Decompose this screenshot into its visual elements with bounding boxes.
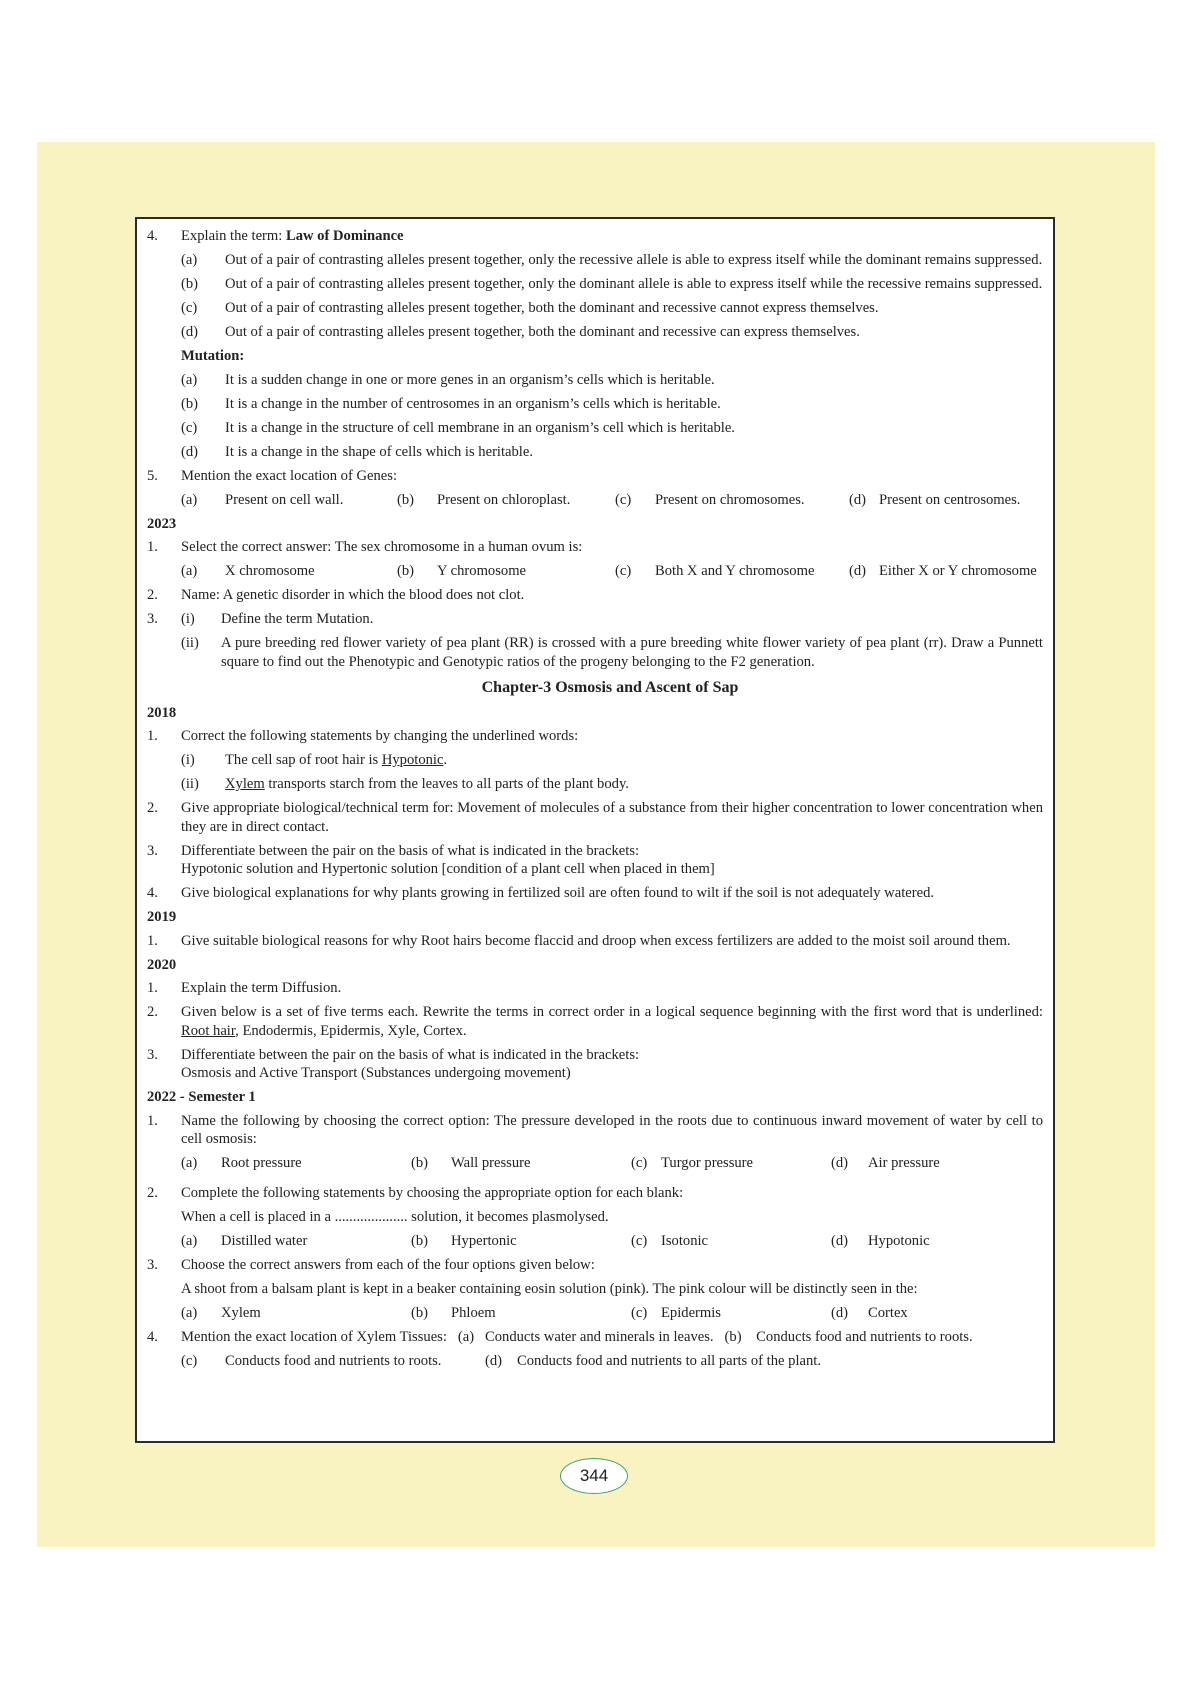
question-5: 5. Mention the exact location of Genes: <box>147 467 397 484</box>
underlined-word: Root hair <box>181 1022 236 1039</box>
question-2: 2. Complete the following statements by choosing the appropriate option for each blank: <box>147 1184 684 1201</box>
page-number: 344 <box>560 1458 628 1494</box>
year-heading: 2019 <box>147 909 177 925</box>
sub-question: (ii) Xylem transports starch from the leaves to all parts of the plant body. <box>181 776 629 792</box>
options-row: (a) Root pressure (b) Wall pressure (c) Turgor pressure (d) Air pressure <box>181 1155 940 1171</box>
question-3: 3. Choose the correct answers from each of the four options given below: <box>147 1256 595 1273</box>
question-2: 2. Give appropriate biological/technical term for: Movement of molecules of a substance from their higher concentration to lower concentration when they are in direct contact. <box>147 800 1043 835</box>
question-3: 3. Differentiate between the pair on the basis of what is indicated in the brackets: Osmosis and Active Transport (Substances undergoing movement) <box>147 1046 640 1081</box>
question-number: 4. <box>147 228 158 244</box>
question-box <box>135 217 1055 1443</box>
year-heading: 2022 - Semester 1 <box>147 1089 256 1105</box>
question-2: 2. Given below is a set of five terms each. Rewrite the terms in correct order in a logical sequence beginning with the first word that is underlined: Root hair, Endodermis, Epidermis, Xyle, Cortex. <box>147 1004 1043 1039</box>
chapter-title: Chapter-3 Osmosis and Ascent of Sap <box>481 679 739 696</box>
option-row: (b) Out of a pair of contrasting alleles present together, only the dominant allele is able to express itself while the recessive remains suppressed. <box>181 276 1043 292</box>
mutation-heading: Mutation: <box>181 348 245 364</box>
question-2: 2. Name: A genetic disorder in which the blood does not clot. <box>147 587 525 603</box>
options-row: (c) Conducts food and nutrients to roots. (d) Conducts food and nutrients to all parts of the plant. <box>181 1352 821 1369</box>
option-row: (d) It is a change in the shape of cells which is heritable. <box>181 443 533 460</box>
option-row: (d) Out of a pair of contrasting alleles present together, both the dominant and recessive can express themselves. <box>181 324 860 340</box>
question-1: 1. Explain the term Diffusion. <box>147 980 342 996</box>
underlined-word: Xylem <box>225 776 265 792</box>
year-heading: 2023 <box>147 515 177 532</box>
option-row: (c) It is a change in the structure of cell membrane in an organism’s cell which is heritable. <box>181 419 735 436</box>
options-row: (a) Present on cell wall. (b) Present on chloroplast. (c) Present on chromosomes. (d) Present on centrosomes. <box>181 491 1021 508</box>
option-row: (a) It is a sudden change in one or more genes in an organism’s cells which is heritable. <box>181 371 715 388</box>
question-3: 3. (i) Define the term Mutation. <box>147 611 374 627</box>
option-row: (a) Out of a pair of contrasting alleles present together, only the recessive allele is able to express itself while the dominant remains suppressed. <box>181 252 1043 268</box>
question-statement: When a cell is placed in a .................... solution, it becomes plasmolysed. <box>181 1208 609 1225</box>
question-1: 1. Name the following by choosing the correct option: The pressure developed in the roots due to continuous inward movement of water by cell to cell osmosis: <box>147 1112 1043 1147</box>
question-3: 3. Differentiate between the pair on the basis of what is indicated in the brackets: Hypotonic solution and Hypertonic solution [condition of a plant cell when placed in them] <box>147 842 715 877</box>
year-heading: 2018 <box>147 704 177 721</box>
question-4: 4. Give biological explanations for why plants growing in fertilized soil are often found to wilt if the soil is not adequately watered. <box>147 885 935 901</box>
options-row: (a) Xylem (b) Phloem (c) Epidermis (d) Cortex <box>181 1304 908 1321</box>
sub-question: (i) The cell sap of root hair is Hypotonic. <box>181 752 448 768</box>
options-row: (a) Distilled water (b) Hypertonic (c) Isotonic (d) Hypotonic <box>181 1232 930 1249</box>
question-1: 1. Give suitable biological reasons for why Root hairs become flaccid and droop when excess fertilizers are added to the moist soil around them. <box>147 932 1011 949</box>
question-intro: Explain the term: <box>181 228 286 244</box>
underlined-word: Hypotonic <box>381 752 444 768</box>
question-term: Law of Dominance <box>285 228 404 244</box>
question-4: 4. Mention the exact location of Xylem Tissues: (a) Conducts water and minerals in leaves. (b) Conducts food and nutrients to roots. <box>147 1328 973 1345</box>
option-row: (c) Out of a pair of contrasting alleles present together, both the dominant and recessive cannot express themselves. <box>181 300 879 316</box>
question-1: 1. Correct the following statements by changing the underlined words: <box>147 728 579 744</box>
question-4 <box>147 227 1043 246</box>
sub-question: (ii) A pure breeding red flower variety of pea plant (RR) is crossed with a pure breeding white flower variety of pea plant (rr). Draw a Punnett square to find out the Phenotypic and Genotypic ratios of the progeny belonging to the F2 generation. <box>181 635 1043 670</box>
year-heading: 2020 <box>147 956 177 973</box>
options-row: (a) X chromosome (b) Y chromosome (c) Both X and Y chromosome (d) Either X or Y chromosome <box>181 563 1037 579</box>
question-statement: A shoot from a balsam plant is kept in a beaker containing eosin solution (pink). The pink colour will be distinctly seen in the: <box>181 1280 918 1297</box>
question-1: 1. Select the correct answer: The sex chromosome in a human ovum is: <box>147 539 583 555</box>
option-row: (b) It is a change in the number of centrosomes in an organism’s cells which is heritable. <box>181 395 721 412</box>
